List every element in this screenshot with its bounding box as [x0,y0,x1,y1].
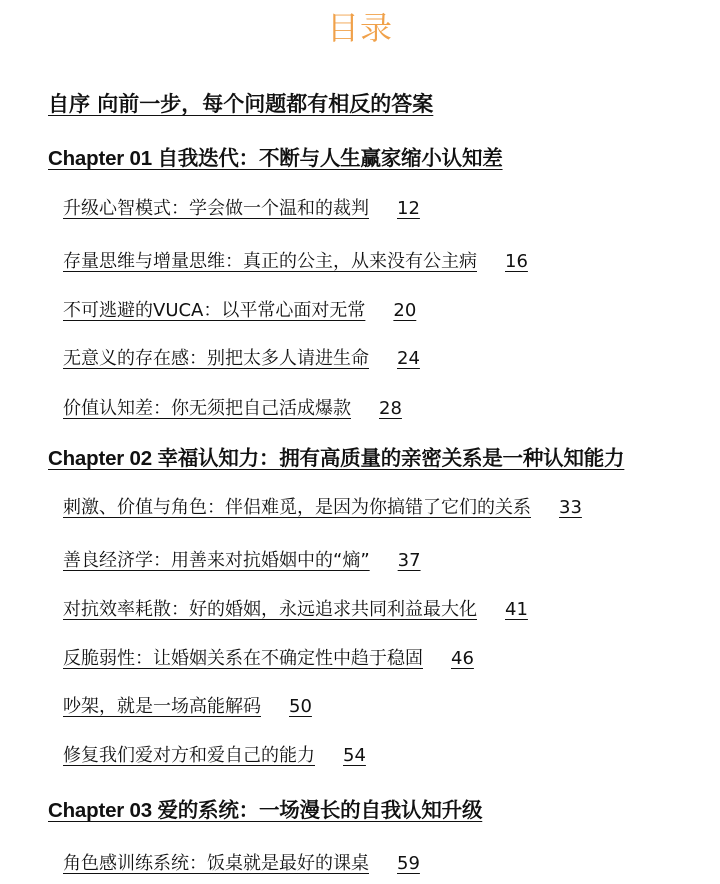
toc-section-label: 对抗效率耗散：好的婚姻，永远追求共同利益最大化 [63,599,477,620]
toc-section-link[interactable] [63,296,416,322]
toc-section-label: 修复我们爱对方和爱自己的能力 [63,745,315,766]
toc-page-number: 50 [289,696,312,717]
toc-section-label: 角色感训练系统：饭桌就是最好的课桌 [63,853,369,874]
toc-preface-link[interactable] [48,88,433,118]
toc-page-number: 20 [393,300,417,321]
toc-section-link[interactable] [63,344,420,370]
toc-section-link[interactable] [63,644,474,670]
toc-page-number: 12 [397,198,420,219]
toc-section-link[interactable] [63,741,366,767]
toc-section-label: 反脆弱性：让婚姻关系在不确定性中趋于稳固 [63,648,423,669]
toc-chapter-01-link[interactable] [48,141,503,171]
toc-chapter-03-link[interactable] [48,793,482,823]
toc-section-link[interactable] [63,595,528,621]
toc-preface-label: 自序 向前一步，每个问题都有相反的答案 [48,92,434,116]
toc-section-label: 吵架，就是一场高能解码 [63,696,261,717]
toc-section-link[interactable] [63,849,420,875]
toc-section-link[interactable] [63,493,582,519]
toc-page-number: 33 [559,497,582,518]
toc-section-link[interactable] [63,247,528,273]
toc-page-number: 59 [397,853,420,874]
toc-page-number: 28 [379,398,402,419]
toc-section-label: 不可逃避的VUCA：以平常心面对无常 [63,300,366,321]
toc-section-label: 刺激、价值与角色：伴侣难觅，是因为你搞错了它们的关系 [63,497,531,518]
toc-chapter-label: Chapter 02 幸福认知力：拥有高质量的亲密关系是一种认知能力 [48,447,625,470]
toc-section-label: 价值认知差：你无须把自己活成爆款 [63,398,351,419]
page-title: 目录 [326,9,393,47]
toc-section-link[interactable] [63,692,312,718]
toc-section-label: 善良经济学：用善来对抗婚姻中的“熵” [63,550,370,571]
toc-page-number: 37 [397,550,421,571]
toc-section-label: 升级心智模式：学会做一个温和的裁判 [63,198,369,219]
toc-page-number: 24 [397,348,420,369]
toc-chapter-02-link[interactable] [48,441,624,471]
toc-section-link[interactable] [63,394,402,420]
toc-page-number: 41 [505,599,528,620]
toc-page-number: 54 [343,745,366,766]
toc-section-link[interactable] [63,194,420,220]
toc-chapter-label: Chapter 03 爱的系统：一场漫长的自我认知升级 [48,799,483,822]
toc-page-number: 46 [451,648,474,669]
toc-section-label: 存量思维与增量思维：真正的公主，从来没有公主病 [63,251,477,272]
toc-section-label: 无意义的存在感：别把太多人请进生命 [63,348,369,369]
toc-chapter-label: Chapter 01 自我迭代：不断与人生赢家缩小认知差 [48,147,503,170]
toc-section-link[interactable] [63,546,421,572]
toc-page-number: 16 [505,251,528,272]
